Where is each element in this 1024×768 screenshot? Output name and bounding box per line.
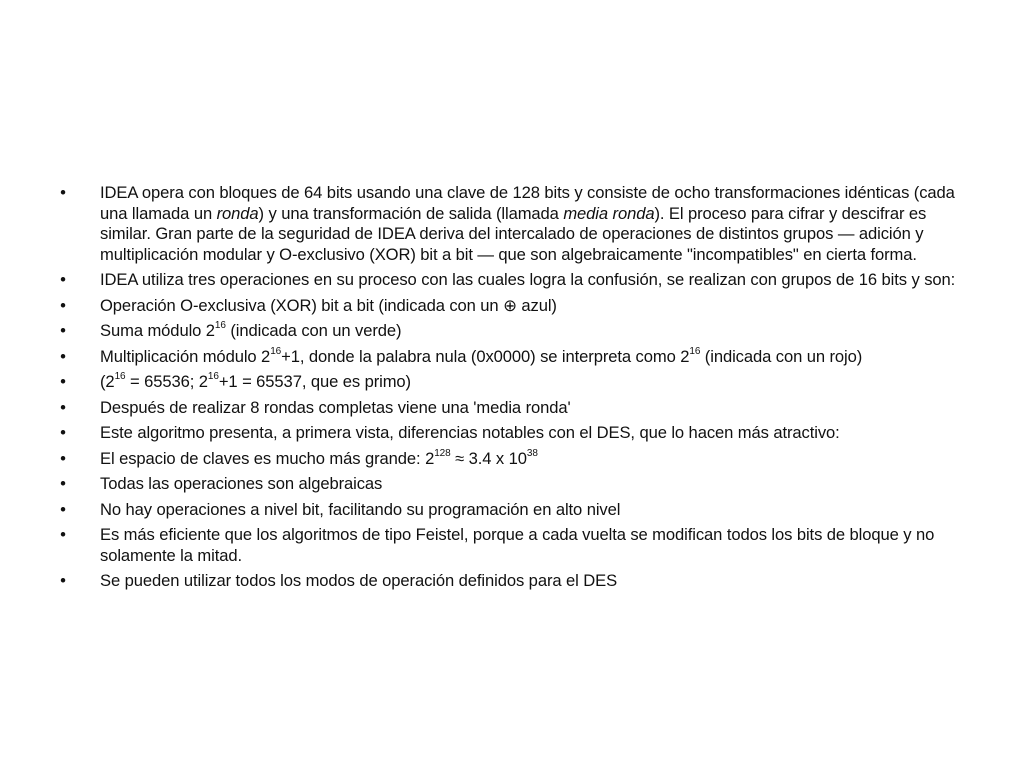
bullet-icon: • — [60, 448, 66, 468]
bullet-icon: • — [60, 525, 66, 544]
list-item-text: Se pueden utilizar todos los modos de operación definidos para el DES — [100, 571, 618, 590]
bullet-icon: • — [60, 571, 66, 590]
list-item-text: No hay operaciones a nivel bit, facilitando su programación en alto nivel — [100, 499, 621, 519]
bullet-icon: • — [60, 270, 66, 289]
list-item — [56, 449, 966, 470]
list-item-text: Este algoritmo presenta, a primera vista, diferencias notables con el DES, que lo hacen más atractivo: — [100, 423, 840, 442]
list-item — [56, 347, 966, 368]
list-item-text: Es más eficiente que los algoritmos de tipo Feistel, porque a cada vuelta se modifican todos los bits de bloque y no solamente la mitad. — [100, 525, 935, 565]
bullet-list — [56, 183, 966, 597]
bullet-icon: • — [60, 397, 66, 417]
bullet-icon: • — [60, 321, 66, 340]
list-item-text: ($2^{16} = 65536$; $2^{16}+1 = 65537$, que es primo) — [100, 371, 411, 391]
bullet-icon: • — [60, 423, 66, 442]
bullet-icon: • — [60, 346, 66, 366]
bullet-icon: • — [60, 295, 66, 315]
list-item — [56, 270, 966, 291]
list-item — [56, 474, 966, 495]
list-item — [56, 571, 966, 592]
list-item-text: El espacio de claves es mucho más grande: $2^{128} \approx 3.4$ x $10^{38}$ — [100, 447, 538, 468]
list-item — [56, 372, 966, 393]
list-item-text: Todas las operaciones son algebraicas — [100, 474, 383, 493]
list-item — [56, 398, 966, 419]
bullet-icon: • — [60, 474, 66, 493]
list-item-text: Suma módulo $2^{16}$ (indicada con un verde) — [100, 320, 402, 340]
list-item — [56, 500, 966, 521]
list-item-text: IDEA utiliza tres operaciones en su proceso con las cuales logra la confusión, se realizan con grupos de 16 bits y son: — [100, 270, 956, 289]
bullet-icon: • — [60, 499, 66, 519]
list-item — [56, 183, 966, 265]
list-item-text: Multiplicación módulo $2^{16}+1$, donde la palabra nula (0x0000) se interpreta como $2^{16}$ (indicada con un rojo) — [100, 345, 863, 366]
list-item — [56, 321, 966, 342]
list-item — [56, 423, 966, 444]
list-item-text: Después de realizar 8 rondas completas viene una 'media ronda' — [100, 397, 571, 417]
list-item — [56, 525, 966, 566]
bullet-icon: • — [60, 372, 66, 391]
list-item-text: Operación O-exclusiva (XOR) bit a bit (indicada con un ⊕ azul) — [100, 295, 557, 315]
list-item — [56, 296, 966, 317]
list-item-text: IDEA opera con bloques de 64 bits usando una clave de 128 bits y consiste de ocho transformaciones idénticas (cada una llamada un ronda) y una transformación de salida (llamada media ronda). El proceso para cifrar y descifrar es similar. Gran parte de la seguridad de IDEA deriva del intercalado de operaciones de distintos grupos — adición y multiplicación modular y O-exclusivo (XOR) bit a bit — que son algebraicamente "incompatibles" en cierta forma. — [100, 183, 955, 264]
bullet-icon: • — [60, 183, 66, 202]
